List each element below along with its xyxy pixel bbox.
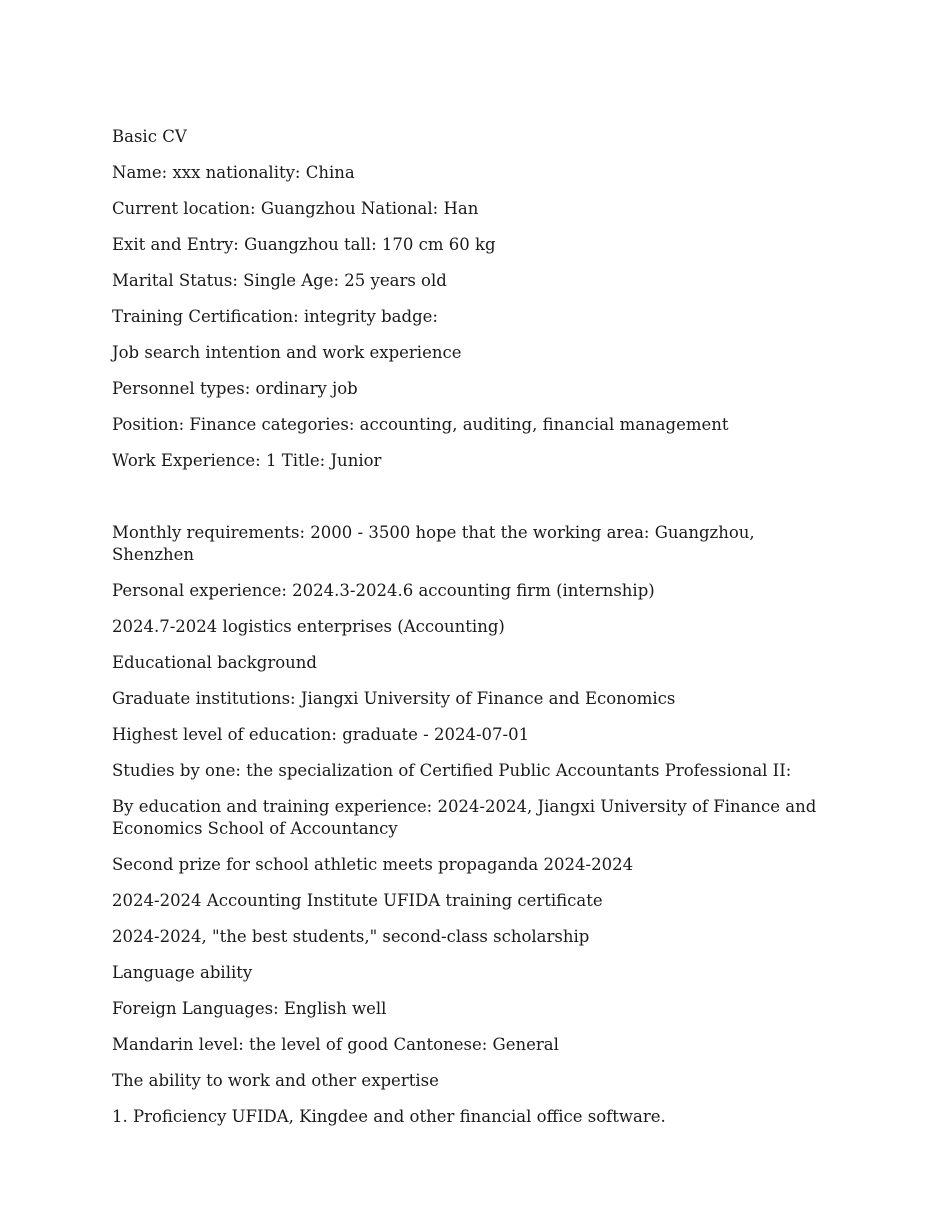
education-training-experience: By education and training experience: 2024-2024, Jiangxi University of Finance and Economics School of Accountancy [112, 797, 817, 838]
experience-logistics: 2024.7-2024 logistics enterprises (Accounting) [112, 617, 505, 636]
marital-status-age: Marital Status: Single Age: 25 years old [112, 271, 447, 290]
name-nationality: Name: xxx nationality: China [112, 163, 355, 182]
section-heading-education: Educational background [112, 653, 317, 672]
award-scholarship: 2024-2024, "the best students," second-class scholarship [112, 927, 590, 946]
section-heading-expertise: The ability to work and other expertise [112, 1071, 439, 1090]
graduate-institution: Graduate institutions: Jiangxi University of Finance and Economics [112, 689, 676, 708]
award-ufida-certificate: 2024-2024 Accounting Institute UFIDA training certificate [112, 891, 603, 910]
highest-education: Highest level of education: graduate - 2024-07-01 [112, 725, 530, 744]
personnel-types: Personnel types: ordinary job [112, 379, 358, 398]
expertise-item-1: 1. Proficiency UFIDA, Kingdee and other financial office software. [112, 1107, 666, 1126]
section-heading-job-intention: Job search intention and work experience [112, 343, 462, 362]
monthly-requirements: Monthly requirements: 2000 - 3500 hope that the working area: Guangzhou, Shenzhen [112, 523, 755, 564]
cv-title: Basic CV [112, 127, 187, 146]
position: Position: Finance categories: accounting, auditing, financial management [112, 415, 729, 434]
work-experience-title: Work Experience: 1 Title: Junior [112, 451, 382, 470]
training-certification: Training Certification: integrity badge: [112, 307, 438, 326]
location-national: Current location: Guangzhou National: Han [112, 199, 479, 218]
personal-experience: Personal experience: 2024.3-2024.6 accounting firm (internship) [112, 581, 655, 600]
blank-line [112, 486, 832, 522]
exit-entry-height-weight: Exit and Entry: Guangzhou tall: 170 cm 60 kg [112, 235, 496, 254]
section-heading-language: Language ability [112, 963, 253, 982]
foreign-languages: Foreign Languages: English well [112, 999, 387, 1018]
award-athletic-meet: Second prize for school athletic meets propaganda 2024-2024 [112, 855, 634, 874]
mandarin-cantonese-level: Mandarin level: the level of good Cantonese: General [112, 1035, 559, 1054]
cv-document [112, 126, 832, 1142]
specialization: Studies by one: the specialization of Certified Public Accountants Professional II: [112, 761, 792, 780]
